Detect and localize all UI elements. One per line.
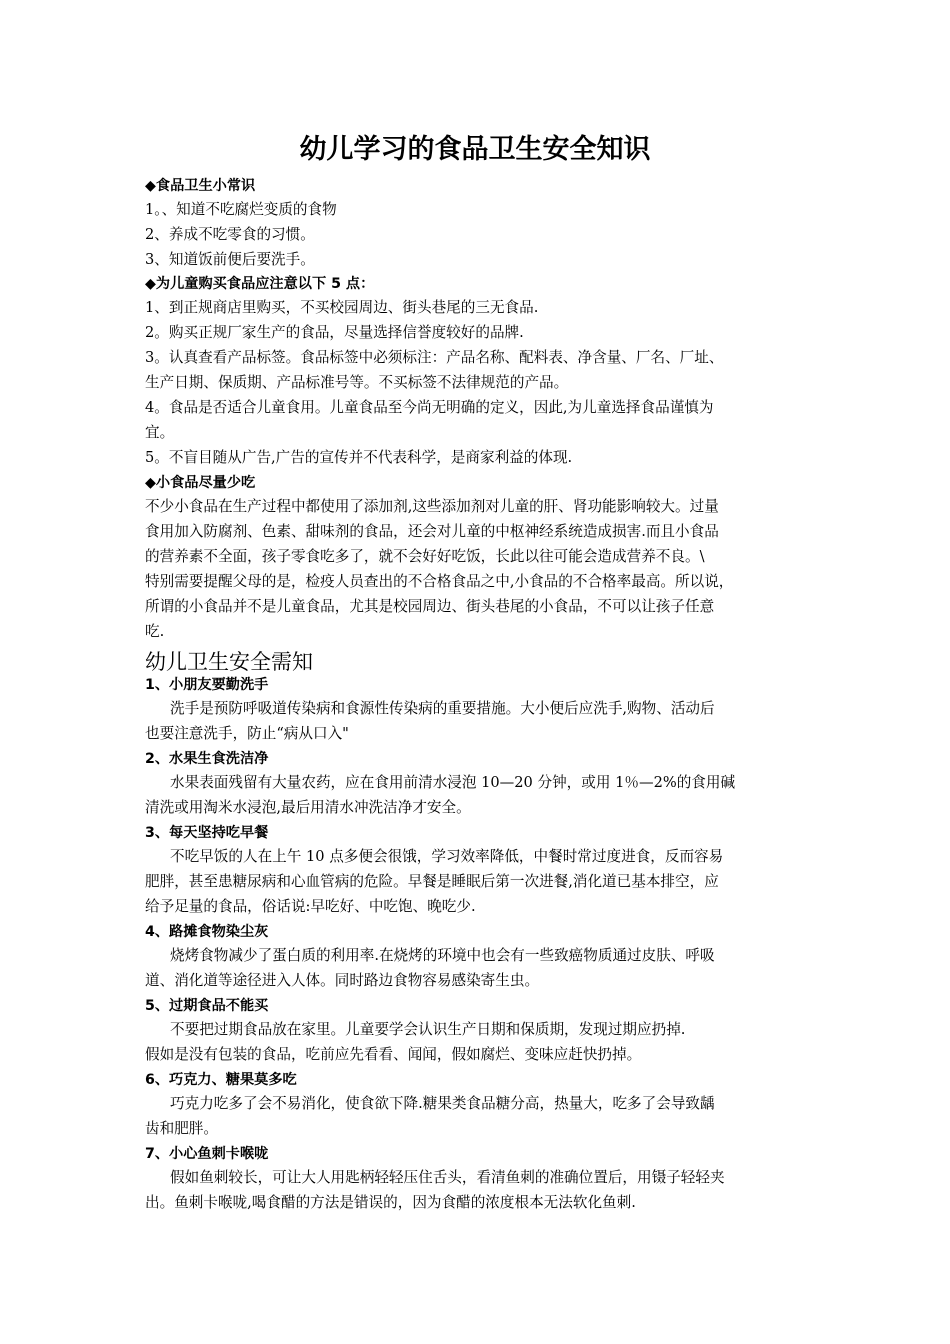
paragraph-line: 吃. (145, 623, 165, 640)
paragraph-line: 巧克力吃多了会不易消化，使食欲下降.糖果类食品糖分高，热量大，吃多了会导致龋 (170, 1095, 715, 1112)
section-heading-food-hygiene-tips: ◆食品卫生小常识 (145, 178, 256, 194)
paragraph-line: 5。不盲目随从广告,广告的宣传并不代表科学，是商家利益的体现. (145, 449, 573, 466)
paragraph-line: 食用加入防腐剂、色素、甜味剂的食品，还会对儿童的中枢神经系统造成损害.而且小食品 (145, 523, 719, 540)
tip-heading: 6、巧克力、糖果莫多吃 (145, 1072, 297, 1088)
paragraph-line: 宜。 (145, 424, 175, 441)
paragraph-line: 肥胖，甚至患糖尿病和心血管病的危险。早餐是睡眠后第一次进餐,消化道已基本排空，应 (145, 873, 719, 890)
paragraph-line: 2。购买正规厂家生产的食品，尽量选择信誉度较好的品牌. (145, 324, 524, 341)
paragraph-line: 道、消化道等途径进入人体。同时路边食物容易感染寄生虫。 (145, 972, 540, 989)
document-title: 幼儿学习的食品卫生安全知识 (299, 134, 651, 165)
paragraph-line: 也要注意洗手，防止“病从口入" (145, 725, 349, 742)
paragraph-line: 洗手是预防呼吸道传染病和食源性传染病的重要措施。大小便后应洗手,购物、活动后 (170, 700, 715, 717)
paragraph-line: 不吃早饭的人在上午 10 点多便会很饿，学习效率降低，中餐时常过度进食，反而容易 (170, 848, 724, 865)
paragraph-line: 1、到正规商店里购买，不买校园周边、街头巷尾的三无食品. (145, 299, 539, 316)
paragraph-line: 齿和肥胖。 (145, 1120, 218, 1137)
paragraph-line: 清洗或用淘米水浸泡,最后用清水冲洗洁净才安全。 (145, 799, 471, 816)
paragraph-line: 特别需要提醒父母的是，检疫人员查出的不合格食品之中,小食品的不合格率最高。所以说， (145, 573, 734, 590)
paragraph-line: 不少小食品在生产过程中都使用了添加剂,这些添加剂对儿童的肝、肾功能影响较大。过量 (145, 498, 719, 515)
paragraph-line: 不要把过期食品放在家里。儿童要学会认识生产日期和保质期，发现过期应扔掉. (170, 1021, 686, 1038)
paragraph-line: 假如鱼刺较长，可让大人用匙柄轻轻压住舌头，看清鱼刺的准确位置后，用镊子轻轻夹 (170, 1169, 725, 1186)
section-heading-snacks: ◆小食品尽量少吃 (145, 475, 256, 491)
tip-heading: 1、小朋友要勤洗手 (145, 677, 269, 693)
tip-heading: 7、小心鱼刺卡喉咙 (145, 1146, 269, 1162)
paragraph-line: 生产日期、保质期、产品标准号等。不买标签不法律规范的产品。 (145, 374, 569, 391)
section-title-hygiene-safety: 幼儿卫生安全需知 (145, 650, 313, 674)
tip-heading: 5、过期食品不能买 (145, 998, 269, 1014)
list-item: 1。、知道不吃腐烂变质的食物 (145, 201, 337, 218)
paragraph-line: 的营养素不全面，孩子零食吃多了，就不会好好吃饭，长此以往可能会造成营养不良。\ (145, 548, 705, 565)
paragraph-line: 给予足量的食品，俗话说:早吃好、中吃饱、晚吃少. (145, 898, 476, 915)
paragraph-line: 所谓的小食品并不是儿童食品，尤其是校园周边、街头巷尾的小食品，不可以让孩子任意 (145, 598, 715, 615)
list-item: 2、养成不吃零食的习惯。 (145, 226, 315, 243)
paragraph-line: 3。认真查看产品标签。食品标签中必须标注：产品名称、配料表、净含量、厂名、厂址、 (145, 349, 724, 366)
tip-heading: 4、路摊食物染尘灰 (145, 924, 269, 940)
paragraph-line: 出。鱼刺卡喉咙,喝食醋的方法是错误的，因为食醋的浓度根本无法软化鱼刺. (145, 1194, 636, 1211)
tip-heading: 2、水果生食洗洁净 (145, 751, 269, 767)
paragraph-line: 烧烤食物减少了蛋白质的利用率.在烧烤的环境中也会有一些致癌物质通过皮肤、呼吸 (170, 947, 715, 964)
paragraph-line: 4。食品是否适合儿童食用。儿童食品至今尚无明确的定义，因此,为儿童选择食品谨慎为 (145, 399, 714, 416)
paragraph-line: 假如是没有包装的食品，吃前应先看看、闻闻，假如腐烂、变味应赶快扔掉。 (145, 1046, 642, 1063)
paragraph-line: 水果表面残留有大量农药，应在食用前清水浸泡 10—20 分钟，或用 1％—2%的食用碱 (170, 774, 736, 791)
tip-heading: 3、每天坚持吃早餐 (145, 825, 269, 841)
section-heading-buying-food: ◆为儿童购买食品应注意以下 5 点： (145, 276, 375, 292)
list-item: 3、知道饭前便后要洗手。 (145, 251, 315, 268)
